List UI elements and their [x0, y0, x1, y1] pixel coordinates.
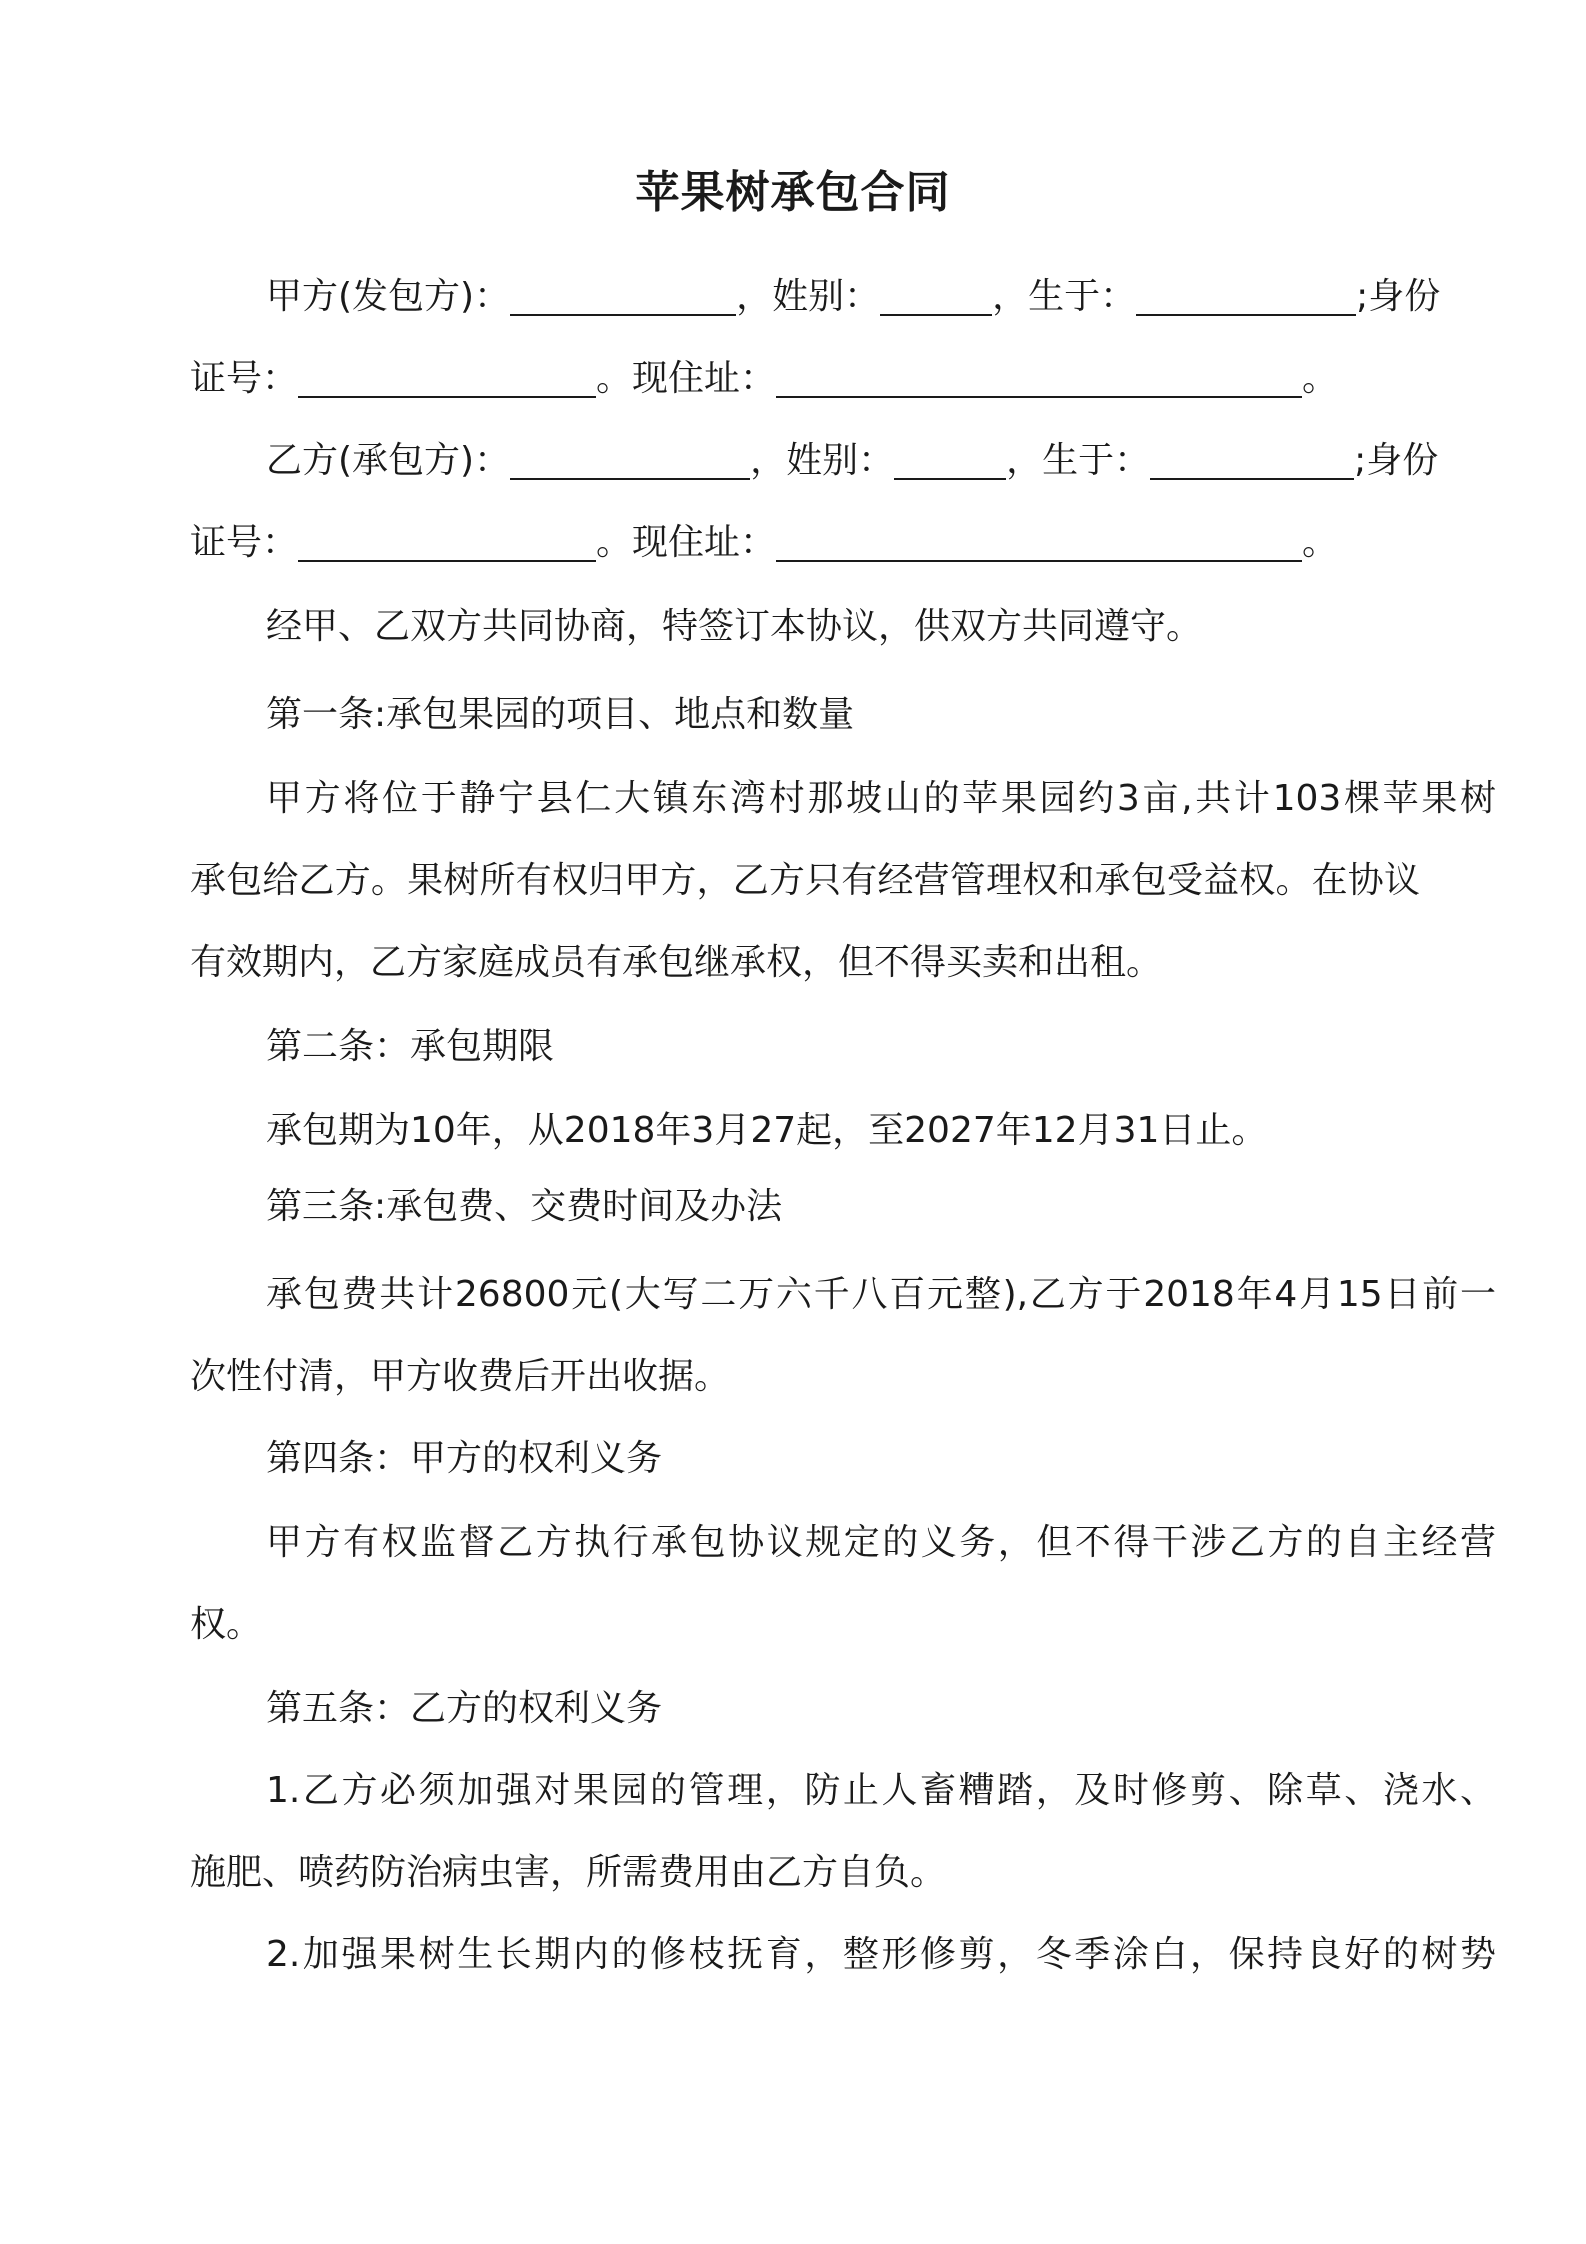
party-a-id-prefix: ;身份 — [1356, 276, 1441, 317]
party-a-label: 甲方(发包方)： — [266, 276, 511, 317]
party-a-line-1 — [190, 272, 1496, 322]
party-a-gender-label: ，姓别： — [736, 276, 881, 317]
article-5-item-1-line-2: 施肥、喷药防治病虫害，所需费用由乙方自负。 — [190, 1852, 947, 1893]
article-4-line-2: 权。 — [190, 1604, 263, 1645]
article-5-item-2-line-1: 2.加强果树生长期内的修枝抚育，整形修剪，冬季涂白，保持良好的树势 — [266, 1934, 1496, 1975]
party-b-end: 。 — [1302, 522, 1339, 563]
article-1-line-3: 有效期内，乙方家庭成员有承包继承权，但不得买卖和出租。 — [190, 942, 1163, 983]
party-a-id-label: 证号： — [190, 358, 299, 399]
party-a-end: 。 — [1302, 358, 1339, 399]
party-b-id-blank[interactable] — [298, 522, 596, 562]
article-3-line-1: 承包费共计26800元(大写二万六千八百元整),乙方于2018年4月15日前一 — [266, 1274, 1496, 1315]
party-b-birth-label: ，生于： — [1006, 440, 1151, 481]
party-b-address-label: 。现住址： — [596, 522, 777, 563]
article-4-heading: 第四条：甲方的权利义务 — [266, 1438, 663, 1479]
party-b-birth-blank[interactable] — [1150, 440, 1354, 480]
party-a-gender-blank[interactable] — [880, 276, 992, 316]
party-b-address-blank[interactable] — [776, 522, 1302, 562]
party-b-label: 乙方(承包方)： — [266, 440, 511, 481]
party-b-gender-label: ，姓别： — [750, 440, 895, 481]
party-b-line-2 — [190, 518, 1420, 568]
article-3-heading: 第三条:承包费、交费时间及办法 — [266, 1186, 783, 1227]
party-a-line-2 — [190, 354, 1420, 404]
intro-paragraph: 经甲、乙双方共同协商，特签订本协议，供双方共同遵守。 — [266, 606, 1203, 647]
party-b-id-prefix: ;身份 — [1354, 440, 1439, 481]
article-1-line-1: 甲方将位于静宁县仁大镇东湾村那坡山的苹果园约3亩,共计103棵苹果树 — [266, 778, 1496, 819]
article-2-heading: 第二条：承包期限 — [266, 1026, 555, 1067]
party-b-id-label: 证号： — [190, 522, 299, 563]
party-a-address-blank[interactable] — [776, 358, 1302, 398]
party-a-birth-blank[interactable] — [1136, 276, 1356, 316]
party-a-birth-label: ，生于： — [992, 276, 1137, 317]
article-1-line-2: 承包给乙方。果树所有权归甲方，乙方只有经营管理权和承包受益权。在协议 — [190, 860, 1420, 901]
party-b-gender-blank[interactable] — [894, 440, 1006, 480]
article-5-item-1-line-1: 1.乙方必须加强对果园的管理，防止人畜糟踏，及时修剪、除草、浇水、 — [266, 1770, 1496, 1811]
page-title: 苹果树承包合同 — [635, 167, 951, 218]
party-b-line-1 — [190, 436, 1496, 486]
article-5-heading: 第五条：乙方的权利义务 — [266, 1688, 663, 1729]
article-4-line-1: 甲方有权监督乙方执行承包协议规定的义务，但不得干涉乙方的自主经营 — [266, 1522, 1496, 1563]
article-3-line-2: 次性付清，甲方收费后开出收据。 — [190, 1356, 731, 1397]
party-a-address-label: 。现住址： — [596, 358, 777, 399]
party-b-name-blank[interactable] — [510, 440, 750, 480]
party-a-id-blank[interactable] — [298, 358, 596, 398]
party-a-name-blank[interactable] — [510, 276, 736, 316]
article-1-heading: 第一条:承包果园的项目、地点和数量 — [266, 694, 855, 735]
article-2-line-1: 承包期为10年，从2018年3月27起，至2027年12月31日止。 — [266, 1110, 1268, 1151]
